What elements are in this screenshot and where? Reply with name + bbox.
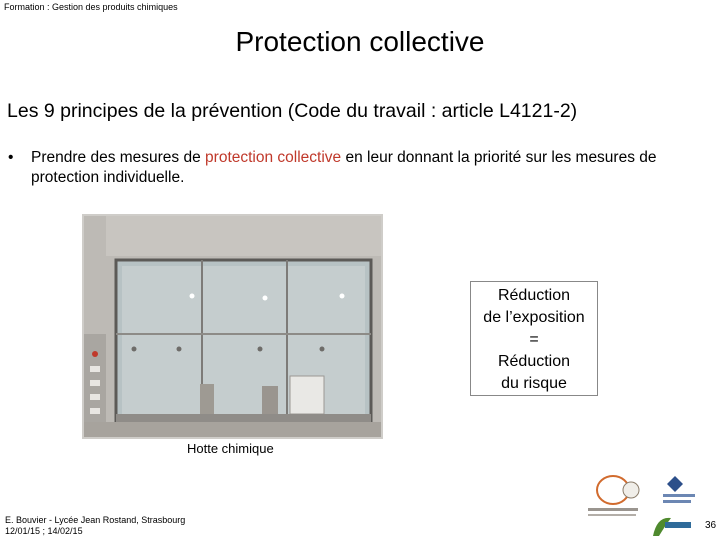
bullet-mark: • — [8, 149, 14, 166]
bullet-highlight: protection collective — [205, 149, 342, 166]
footer-dates: 12/01/15 ; 14/02/15 — [5, 526, 83, 536]
bullet-text-before: Prendre des mesures de — [31, 149, 206, 166]
callout-line-5: du risque — [501, 375, 567, 392]
page-number: 36 — [705, 520, 717, 531]
callout-box — [470, 281, 598, 396]
region-alsace-logo — [663, 476, 695, 503]
partner-logos — [585, 470, 703, 538]
academie-strasbourg-logo — [588, 476, 639, 516]
callout-line-1: Réduction — [497, 287, 571, 304]
course-header: Formation : Gestion des produits chimiques — [4, 2, 178, 12]
tredi-logo — [653, 518, 691, 536]
slide-subtitle: Les 9 principes de la prévention (Code du travail : article L4121-2) — [7, 100, 578, 122]
bullet-item — [8, 148, 698, 188]
slide-title: Protection collective — [235, 26, 485, 57]
bullet-text — [31, 148, 698, 188]
footer-credits — [5, 515, 185, 537]
footer-author: E. Bouvier - Lycée Jean Rostand, Strasbourg — [5, 515, 186, 525]
photo-caption: Hotte chimique — [187, 441, 274, 456]
callout-line-4: Réduction — [497, 353, 571, 370]
fume-hood-photo — [82, 214, 383, 439]
bullet-text-after: en leur donnant la priorité sur les mesures de protection individuelle. — [31, 149, 657, 186]
callout-line-2: de l’exposition — [483, 309, 585, 326]
callout-line-3: = — [529, 331, 539, 348]
